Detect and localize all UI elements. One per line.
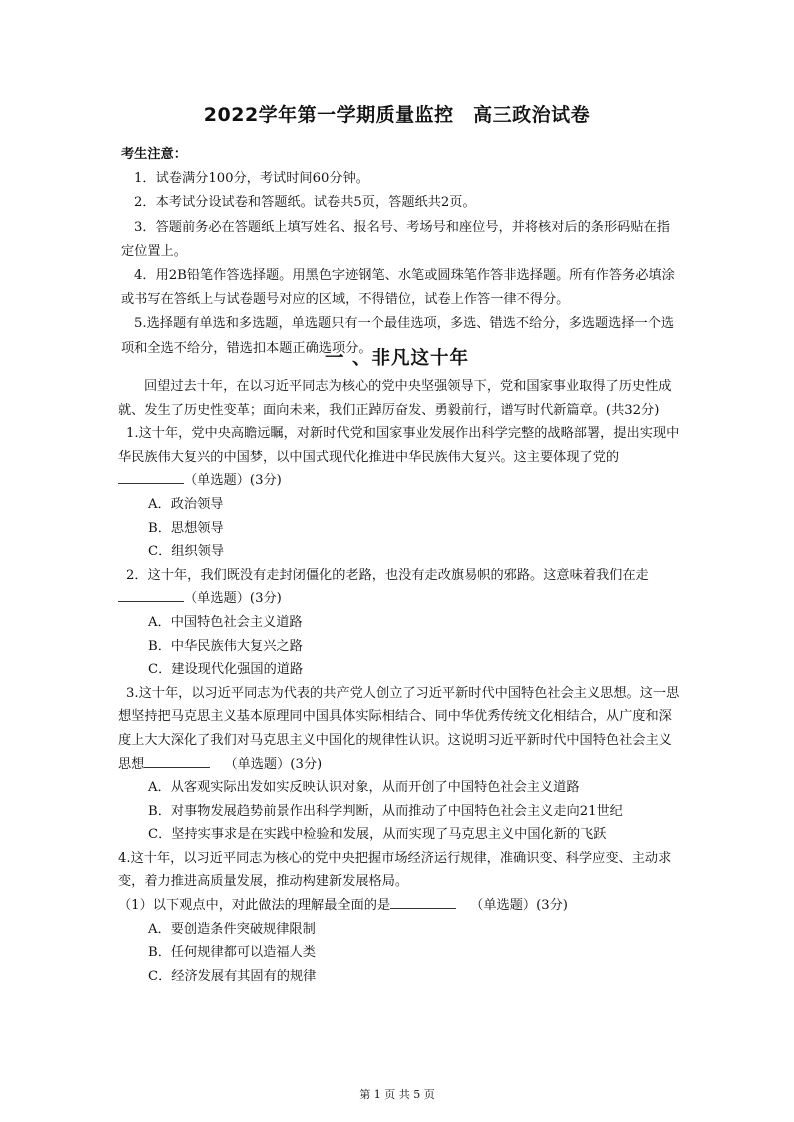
question-4-stem: 4.这十年，以习近平同志为核心的党中央把握市场经济运行规律，准确识变、科学应变、主动求变，着力推进高质量发展，推动构建新发展格局。 xyxy=(118,850,672,890)
question-type: （单选题）(3分) xyxy=(184,473,282,489)
option-a: A．要创造条件突破规律限制 xyxy=(148,921,316,937)
notice-item: 3．答题前务必在答题纸上填写姓名、报名号、考场号和座位号，并将核对后的条形码贴在指定位置上。 xyxy=(121,219,670,259)
question-1-stem xyxy=(118,422,680,493)
question-3-stem xyxy=(118,682,680,776)
option-a: A．政治领导 xyxy=(148,496,224,512)
answer-blank xyxy=(118,469,184,484)
question-2-stem xyxy=(118,564,680,611)
question-stem-text: 2．这十年，我们既没有走封闭僵化的老路，也没有走改旗易帜的邪路。这意味着我们在走 xyxy=(126,567,649,583)
section-title: 一 、非凡这十年 xyxy=(325,348,469,369)
notice-block xyxy=(121,143,676,361)
question-stem-text: 1.这十年，党中央高瞻远瞩，对新时代党和国家事业发展作出科学完整的战略部署，提出实现中华民族伟大复兴的中国梦，以中国式现代化推进中华民族伟大复兴。这主要体现了党的 xyxy=(118,426,680,465)
option-c: C．建设现代化强国的道路 xyxy=(148,662,304,678)
option-c: C．坚持实事求是在实践中检验和发展，从而实现了马克思主义中国化新的飞跃 xyxy=(148,827,607,843)
answer-blank xyxy=(144,753,210,768)
notice-item: 4．用2B铅笔作答选择题。用黑色字迹钢笔、水笔或圆珠笔作答非选择题。所有作答务必填涂或书写在答纸上与试卷题号对应的区域，不得错位，试卷上作答一律不得分。 xyxy=(121,268,675,308)
answer-blank xyxy=(390,894,456,909)
option-b: B．对事物发展趋势前景作出科学判断，从而推动了中国特色社会主义走向21世纪 xyxy=(148,803,623,819)
notice-item: 1．试卷满分100分，考试时间60分钟。 xyxy=(134,171,369,187)
option-c: C．组织领导 xyxy=(148,544,225,560)
question-type: （单选题）(3分) xyxy=(184,591,282,607)
question-type: （单选题）(3分) xyxy=(470,898,568,914)
page-footer: 第 1 页 共 5 页 xyxy=(359,1088,435,1101)
option-b: B．思想领导 xyxy=(148,520,224,536)
question-4-sub-1 xyxy=(118,894,680,918)
question-stem-text: 3.这十年，以习近平同志为代表的共产党人创立了习近平新时代中国特色社会主义思想。这一思想坚持把马克思主义基本原理同中国具体实际相结合、同中华优秀传统文化相结合，从广度和深度上大大深化了我们对马克思主义中国化的规律性认识。这说明习近平新时代中国特色社会主义思想 xyxy=(118,685,680,772)
exam-body xyxy=(118,375,680,988)
question-type: （单选题）(3分) xyxy=(224,756,323,772)
option-a: A．中国特色社会主义道路 xyxy=(148,614,303,630)
option-a: A．从客观实际出发如实反映认识对象，从而开创了中国特色社会主义道路 xyxy=(148,780,580,796)
option-b: B．任何规律都可以造福人类 xyxy=(148,945,316,961)
question-stem-text: （1）以下观点中，对此做法的理解最全面的是 xyxy=(118,898,391,914)
option-b: B．中华民族伟大复兴之路 xyxy=(148,638,303,654)
page-title: 2022学年第一学期质量监控 高三政治试卷 xyxy=(203,104,591,126)
answer-blank xyxy=(118,587,184,602)
section-intro: 回望过去十年，在以习近平同志为核心的党中央坚强领导下，党和国家事业取得了历史性成就、发生了历史性变革；面向未来，我们正踔厉奋发、勇毅前行，谱写时代新篇章。(共32分) xyxy=(118,379,672,418)
notice-item: 2．本考试分设试卷和答题纸。试卷共5页，答题纸共2页。 xyxy=(134,195,476,211)
notice-heading: 考生注意： xyxy=(121,147,187,162)
option-c: C．经济发展有其固有的规律 xyxy=(148,968,317,984)
notice-item: 5.选择题有单选和多选题，单选题只有一个最佳选项，多选、错选不给分，多选题选择一个选项和全选不给分，错选扣本题正确选项分。 xyxy=(121,316,675,356)
